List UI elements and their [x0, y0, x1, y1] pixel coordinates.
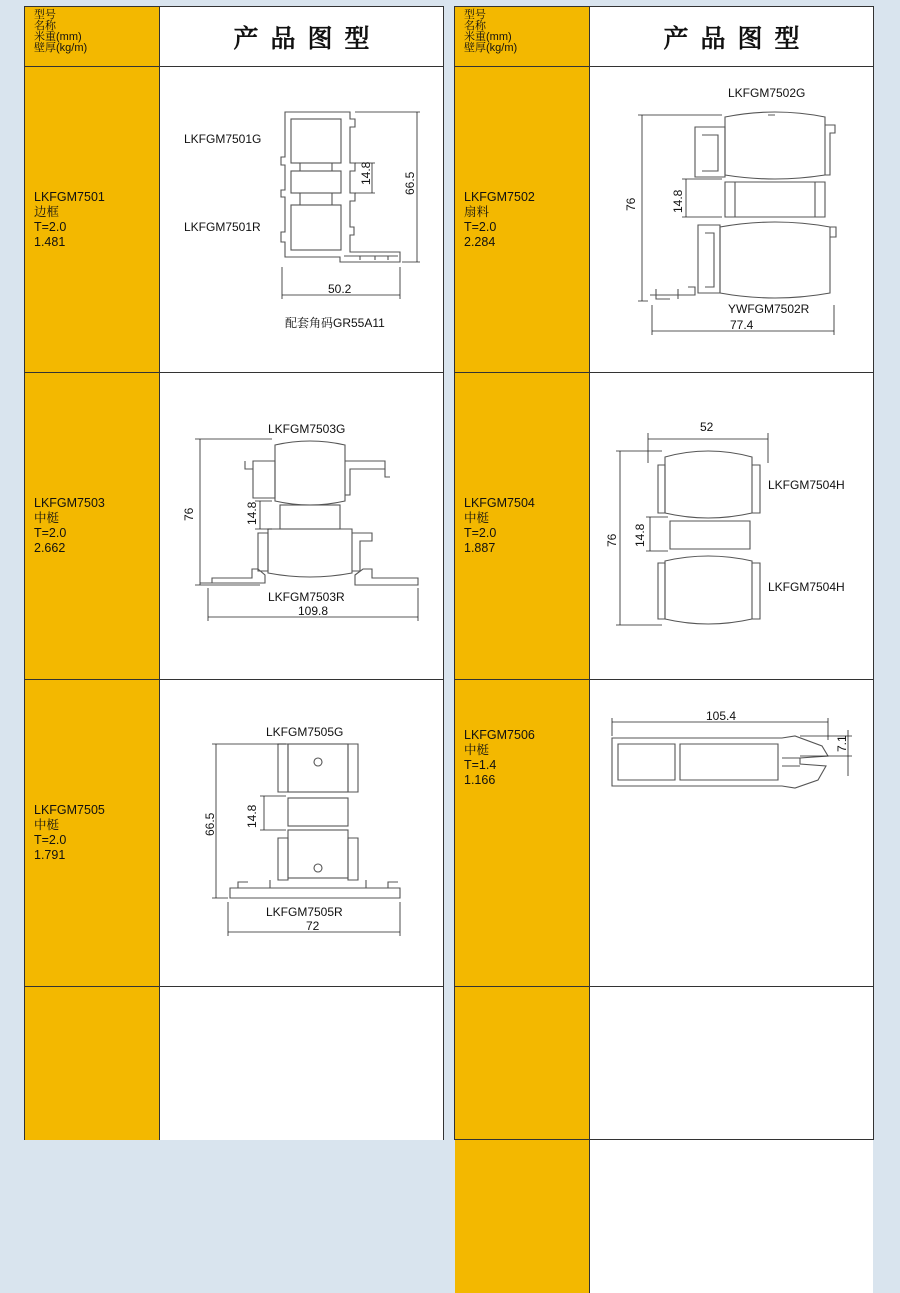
empty-info-cell	[455, 987, 590, 1140]
profile-shape	[658, 451, 760, 624]
profile-shape	[612, 736, 828, 788]
dimension-gap: 7.1	[835, 735, 849, 752]
empty-drawing-cell	[160, 987, 443, 1140]
product-thickness: T=2.0	[34, 526, 67, 540]
profile-drawing-7504	[590, 373, 873, 679]
header-info	[455, 7, 589, 54]
profile-label: LKFGM7504H	[768, 478, 845, 492]
product-thickness: T=2.0	[464, 526, 497, 540]
header-info-line: 米重(mm)	[464, 31, 512, 43]
dimension-gap: 14.8	[359, 161, 373, 185]
product-thickness: T=2.0	[34, 833, 67, 847]
product-model: LKFGM7505	[34, 803, 105, 817]
header-info-line: 名称	[464, 20, 486, 32]
profile-drawing-7505	[160, 680, 443, 986]
profile-label: LKFGM7504H	[768, 580, 845, 594]
product-thickness: T=2.0	[34, 219, 67, 234]
profile-label: LKFGM7501G	[184, 132, 262, 146]
profile-shape	[200, 441, 418, 585]
profile-drawing-7502	[590, 67, 873, 372]
profile-label: YWFGM7502R	[728, 302, 810, 316]
product-info-7501	[25, 67, 160, 373]
header-info-line: 型号	[34, 9, 56, 21]
product-name: 边框	[34, 204, 60, 219]
header-title: 产品图型	[160, 7, 443, 67]
product-weight: 1.166	[464, 773, 496, 787]
profile-label: LKFGM7505G	[266, 725, 344, 739]
product-weight: 1.887	[464, 541, 496, 555]
spec-column-right	[454, 6, 874, 1140]
profile-drawing-7506	[590, 680, 873, 986]
header-info-line: 壁厚(kg/m)	[464, 42, 518, 54]
dimension-gap: 14.8	[245, 804, 259, 828]
product-model: LKFGM7503	[34, 496, 105, 510]
profile-label: LKFGM7502G	[728, 86, 806, 100]
header-info-line: 名称	[34, 20, 56, 32]
header-info-cell	[455, 7, 590, 67]
product-name: 中梃	[34, 818, 60, 832]
dimension-width: 52	[700, 420, 714, 434]
header-title: 产品图型	[590, 7, 873, 67]
product-drawing-7504	[590, 373, 873, 680]
dimension-gap: 14.8	[245, 501, 259, 525]
dimension-width: 105.4	[706, 709, 737, 723]
product-drawing-7503	[160, 373, 443, 680]
dimension-height: 76	[624, 197, 638, 211]
product-weight: 1.481	[34, 234, 66, 249]
dimension-gap: 14.8	[671, 189, 685, 213]
dimension-height: 76	[605, 533, 619, 547]
header-info-cell	[25, 7, 160, 67]
spec-column-left	[24, 6, 444, 1140]
product-name: 中梃	[464, 743, 490, 757]
product-model: LKFGM7504	[464, 496, 535, 510]
empty-drawing-cell	[590, 987, 873, 1140]
product-thickness: T=2.0	[464, 219, 497, 234]
dimension-lines	[612, 718, 852, 776]
dimension-width: 77.4	[730, 318, 754, 332]
header-info-line: 米重(mm)	[34, 31, 82, 43]
profile-label: LKFGM7505R	[266, 905, 343, 919]
product-model: LKFGM7501	[34, 189, 105, 204]
product-model: LKFGM7506	[464, 728, 535, 742]
product-drawing-7506	[590, 680, 873, 987]
accessory-note: 配套角码GR55A11	[285, 316, 385, 330]
product-info-7504	[455, 373, 590, 680]
header-info	[25, 7, 159, 54]
product-info-7505	[25, 680, 160, 987]
product-info-7502	[455, 67, 590, 373]
dimension-gap: 14.8	[633, 523, 647, 547]
profile-label: LKFGM7503R	[268, 590, 345, 604]
dimension-height: 66.5	[203, 812, 217, 836]
profile-label: LKFGM7503G	[268, 422, 346, 436]
profile-shape	[281, 112, 400, 262]
empty-drawing-cell	[590, 1140, 873, 1293]
header-info-line: 型号	[464, 9, 486, 21]
product-thickness: T=1.4	[464, 758, 497, 772]
product-weight: 2.662	[34, 541, 66, 555]
product-drawing-7505	[160, 680, 443, 987]
header-info-line: 壁厚(kg/m)	[34, 42, 88, 54]
product-name: 中梃	[464, 511, 490, 525]
empty-info-cell	[25, 987, 160, 1140]
product-drawing-7501	[160, 67, 443, 373]
product-drawing-7502	[590, 67, 873, 373]
product-info-7503	[25, 373, 160, 680]
product-model: LKFGM7502	[464, 189, 535, 204]
profile-label: LKFGM7501R	[184, 220, 261, 234]
dimension-height: 76	[182, 507, 196, 521]
dimension-width: 109.8	[298, 604, 329, 618]
dimension-width: 50.2	[328, 282, 352, 296]
profile-drawing-7501	[160, 67, 443, 372]
empty-info-cell	[455, 1140, 590, 1293]
product-name: 中梃	[34, 511, 60, 525]
product-weight: 1.791	[34, 848, 66, 862]
dimension-height: 66.5	[403, 171, 417, 195]
product-info-7506	[455, 680, 590, 987]
product-weight: 2.284	[464, 234, 496, 249]
product-name: 扇料	[464, 204, 490, 219]
profile-drawing-7503	[160, 373, 443, 679]
dimension-width: 72	[306, 919, 320, 933]
